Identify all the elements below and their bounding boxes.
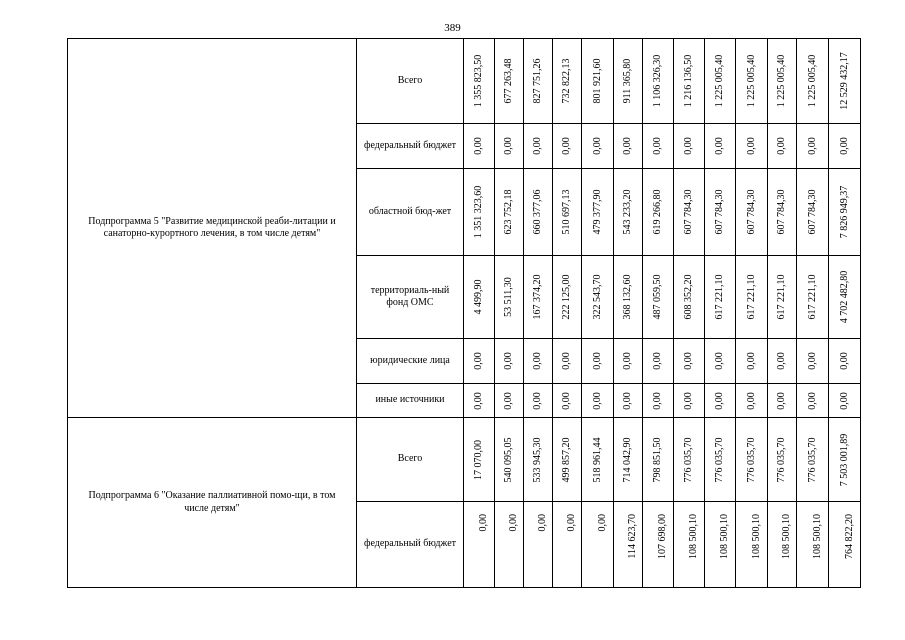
amount-cell xyxy=(829,256,861,339)
funding-source-label: областной бюд-жет xyxy=(357,169,464,256)
amount-value: 0,00 xyxy=(561,391,572,410)
amount-value: 608 352,20 xyxy=(683,274,694,320)
amount-cell xyxy=(464,339,495,384)
amount-value: 0,00 xyxy=(591,137,603,155)
amount-value: 798 851,50 xyxy=(652,437,663,482)
amount-value: 222 125,00 xyxy=(561,274,572,320)
amount-value: 4 702 482,80 xyxy=(838,270,850,324)
amount-value: 0,00 xyxy=(776,352,787,370)
amount-value: 617 221,10 xyxy=(806,274,818,320)
amount-value: 619 266,80 xyxy=(652,189,663,235)
amount-value: 714 042,90 xyxy=(622,437,633,482)
amount-value: 764 822,20 xyxy=(843,514,855,559)
amount-cell xyxy=(674,124,705,169)
amount-value: 499 857,20 xyxy=(561,437,572,482)
amount-value: 0,00 xyxy=(652,352,663,370)
amount-cell xyxy=(705,384,736,418)
amount-cell xyxy=(643,124,674,169)
amount-cell xyxy=(705,418,736,502)
amount-cell xyxy=(829,124,861,169)
amount-cell xyxy=(768,256,797,339)
amount-value: 0,00 xyxy=(566,514,577,532)
amount-value: 0,00 xyxy=(806,137,818,155)
amount-cell xyxy=(768,39,797,124)
amount-cell xyxy=(614,418,643,502)
amount-cell xyxy=(829,339,861,384)
funding-source-label: территориаль-ный фонд ОМС xyxy=(357,256,464,339)
amount-value: 0,00 xyxy=(561,352,572,370)
amount-value: 0,00 xyxy=(473,352,484,370)
amount-cell xyxy=(674,169,705,256)
amount-cell xyxy=(464,169,495,256)
amount-cell xyxy=(464,124,495,169)
amount-cell xyxy=(643,418,674,502)
amount-cell xyxy=(582,39,614,124)
amount-value: 0,00 xyxy=(622,391,633,410)
amount-cell xyxy=(674,502,705,588)
amount-value: 607 784,30 xyxy=(714,189,725,235)
amount-cell xyxy=(829,169,861,256)
amount-cell xyxy=(674,339,705,384)
amount-cell xyxy=(736,169,768,256)
amount-value: 0,00 xyxy=(683,137,694,155)
amount-cell xyxy=(705,39,736,124)
funding-source-label: Всего xyxy=(357,418,464,502)
amount-cell xyxy=(524,339,553,384)
amount-cell xyxy=(495,339,524,384)
amount-value: 510 697,13 xyxy=(561,189,572,235)
amount-value: 0,00 xyxy=(622,352,633,370)
amount-cell xyxy=(705,502,736,588)
amount-value: 0,00 xyxy=(591,352,603,370)
amount-value: 617 221,10 xyxy=(776,274,787,320)
amount-cell xyxy=(464,256,495,339)
amount-cell xyxy=(553,339,582,384)
amount-cell xyxy=(614,339,643,384)
amount-value: 518 961,44 xyxy=(591,437,603,482)
funding-source-label: федеральный бюджет xyxy=(357,124,464,169)
amount-value: 1 225 005,40 xyxy=(714,54,725,108)
amount-cell xyxy=(643,339,674,384)
funding-table xyxy=(67,38,861,588)
amount-cell xyxy=(829,418,861,502)
amount-value: 0,00 xyxy=(776,137,787,155)
amount-value: 0,00 xyxy=(714,352,725,370)
amount-cell xyxy=(582,339,614,384)
amount-value: 540 095,05 xyxy=(503,437,514,482)
amount-value: 0,00 xyxy=(591,391,603,410)
amount-value: 776 035,70 xyxy=(683,437,694,482)
amount-value: 12 529 432,17 xyxy=(838,52,850,110)
amount-cell xyxy=(674,256,705,339)
amount-cell xyxy=(553,256,582,339)
amount-value: 0,00 xyxy=(652,137,663,155)
amount-value: 0,00 xyxy=(473,391,484,410)
amount-cell xyxy=(829,39,861,124)
amount-value: 0,00 xyxy=(652,391,663,410)
amount-cell xyxy=(797,169,829,256)
amount-cell xyxy=(768,418,797,502)
amount-value: 0,00 xyxy=(683,391,694,410)
amount-value: 660 377,06 xyxy=(532,189,543,235)
amount-value: 108 500,10 xyxy=(750,514,762,559)
amount-cell xyxy=(674,418,705,502)
amount-value: 1 216 136,50 xyxy=(683,54,694,108)
amount-value: 677 263,48 xyxy=(503,58,514,104)
amount-value: 1 351 323,60 xyxy=(473,185,484,239)
amount-value: 0,00 xyxy=(838,137,850,155)
amount-value: 732 822,13 xyxy=(561,58,572,104)
amount-value: 0,00 xyxy=(503,137,514,155)
amount-value: 0,00 xyxy=(503,391,514,410)
amount-value: 623 752,18 xyxy=(503,189,514,235)
amount-value: 0,00 xyxy=(838,391,850,410)
amount-value: 533 945,30 xyxy=(532,437,543,482)
amount-value: 4 499,90 xyxy=(473,279,484,315)
amount-value: 0,00 xyxy=(745,137,757,155)
amount-cell xyxy=(524,384,553,418)
amount-cell xyxy=(524,418,553,502)
amount-cell xyxy=(643,169,674,256)
amount-cell xyxy=(495,502,524,588)
amount-cell xyxy=(553,169,582,256)
amount-value: 53 511,30 xyxy=(503,277,514,317)
amount-value: 607 784,30 xyxy=(776,189,787,235)
page-number: 389 xyxy=(444,22,461,34)
amount-cell xyxy=(643,39,674,124)
amount-cell xyxy=(495,384,524,418)
funding-source-label: иные источники xyxy=(357,384,464,418)
amount-value: 7 826 949,37 xyxy=(838,185,850,239)
amount-value: 1 225 005,40 xyxy=(806,54,818,108)
amount-value: 487 059,50 xyxy=(652,274,663,320)
amount-cell xyxy=(736,418,768,502)
amount-value: 827 751,26 xyxy=(532,58,543,104)
amount-cell xyxy=(582,418,614,502)
amount-cell xyxy=(464,418,495,502)
amount-value: 776 035,70 xyxy=(745,437,757,482)
amount-cell xyxy=(829,502,861,588)
amount-value: 776 035,70 xyxy=(714,437,725,482)
amount-value: 617 221,10 xyxy=(714,274,725,320)
amount-cell xyxy=(553,502,582,588)
amount-cell xyxy=(524,502,553,588)
amount-cell xyxy=(495,39,524,124)
amount-cell xyxy=(524,124,553,169)
amount-value: 776 035,70 xyxy=(776,437,787,482)
amount-value: 0,00 xyxy=(622,137,633,155)
amount-cell xyxy=(643,256,674,339)
amount-value: 0,00 xyxy=(683,352,694,370)
amount-value: 108 500,10 xyxy=(719,514,730,559)
amount-cell xyxy=(524,169,553,256)
amount-value: 776 035,70 xyxy=(806,437,818,482)
amount-cell xyxy=(553,418,582,502)
amount-cell xyxy=(797,39,829,124)
amount-cell xyxy=(582,502,614,588)
amount-cell xyxy=(797,339,829,384)
amount-value: 1 225 005,40 xyxy=(745,54,757,108)
amount-value: 0,00 xyxy=(776,391,787,410)
amount-value: 368 132,60 xyxy=(622,274,633,320)
amount-value: 0,00 xyxy=(806,352,818,370)
amount-value: 0,00 xyxy=(714,391,725,410)
amount-cell xyxy=(797,502,829,588)
amount-value: 607 784,30 xyxy=(683,189,694,235)
amount-cell xyxy=(705,256,736,339)
amount-value: 17 070,00 xyxy=(473,439,484,480)
amount-value: 108 500,10 xyxy=(781,514,792,559)
amount-value: 107 698,00 xyxy=(657,514,668,559)
amount-cell xyxy=(524,39,553,124)
amount-cell xyxy=(582,384,614,418)
amount-cell xyxy=(553,124,582,169)
amount-cell xyxy=(736,339,768,384)
table-row xyxy=(68,418,861,502)
amount-value: 617 221,10 xyxy=(745,274,757,320)
amount-cell xyxy=(495,256,524,339)
amount-cell xyxy=(464,502,495,588)
funding-source-label: Всего xyxy=(357,39,464,124)
amount-cell xyxy=(797,124,829,169)
amount-cell xyxy=(495,124,524,169)
amount-cell xyxy=(582,256,614,339)
amount-value: 0,00 xyxy=(561,137,572,155)
amount-cell xyxy=(553,39,582,124)
amount-cell xyxy=(614,384,643,418)
amount-value: 0,00 xyxy=(745,352,757,370)
amount-value: 911 365,80 xyxy=(622,58,633,104)
amount-cell xyxy=(797,418,829,502)
amount-cell xyxy=(614,39,643,124)
funding-source-label: федеральный бюджет xyxy=(357,502,464,588)
amount-cell xyxy=(768,502,797,588)
amount-cell xyxy=(582,169,614,256)
amount-value: 479 377,90 xyxy=(591,189,603,235)
amount-cell xyxy=(768,124,797,169)
amount-value: 1 106 326,30 xyxy=(652,54,663,108)
amount-value: 0,00 xyxy=(508,514,519,532)
amount-value: 322 543,70 xyxy=(591,274,603,320)
amount-cell xyxy=(643,384,674,418)
amount-cell xyxy=(705,169,736,256)
amount-value: 543 233,20 xyxy=(622,189,633,235)
amount-cell xyxy=(495,169,524,256)
amount-cell xyxy=(614,256,643,339)
amount-cell xyxy=(736,39,768,124)
amount-cell xyxy=(553,384,582,418)
amount-cell xyxy=(495,418,524,502)
amount-value: 167 374,20 xyxy=(532,274,543,320)
amount-cell xyxy=(829,384,861,418)
amount-value: 0,00 xyxy=(537,514,548,532)
amount-value: 0,00 xyxy=(806,391,818,410)
amount-value: 801 921,60 xyxy=(591,58,603,104)
amount-cell xyxy=(705,339,736,384)
amount-value: 0,00 xyxy=(596,514,608,532)
amount-cell xyxy=(614,124,643,169)
subprogram-title: Подпрограмма 5 "Развитие медицинской реаби-литации и санаторно-курортного лечения, в том числе детям" xyxy=(68,39,357,418)
amount-value: 108 500,10 xyxy=(811,514,823,559)
amount-value: 1 225 005,40 xyxy=(776,54,787,108)
amount-value: 0,00 xyxy=(503,352,514,370)
amount-value: 0,00 xyxy=(532,352,543,370)
amount-cell xyxy=(614,169,643,256)
amount-value: 0,00 xyxy=(478,514,489,532)
amount-cell xyxy=(464,384,495,418)
amount-cell xyxy=(464,39,495,124)
amount-cell xyxy=(643,502,674,588)
amount-value: 0,00 xyxy=(745,391,757,410)
amount-cell xyxy=(674,39,705,124)
amount-cell xyxy=(524,256,553,339)
amount-value: 1 355 823,50 xyxy=(473,54,484,108)
amount-cell xyxy=(582,124,614,169)
amount-value: 607 784,30 xyxy=(745,189,757,235)
amount-cell xyxy=(768,339,797,384)
funding-source-label: юридические лица xyxy=(357,339,464,384)
amount-cell xyxy=(736,124,768,169)
amount-cell xyxy=(736,384,768,418)
amount-value: 0,00 xyxy=(838,352,850,370)
amount-cell xyxy=(768,169,797,256)
amount-value: 114 623,70 xyxy=(627,514,638,559)
amount-cell xyxy=(736,502,768,588)
amount-cell xyxy=(614,502,643,588)
amount-cell xyxy=(797,384,829,418)
amount-cell xyxy=(797,256,829,339)
amount-value: 0,00 xyxy=(714,137,725,155)
amount-cell xyxy=(674,384,705,418)
amount-value: 0,00 xyxy=(532,391,543,410)
amount-value: 0,00 xyxy=(532,137,543,155)
table-row xyxy=(68,39,861,124)
amount-value: 607 784,30 xyxy=(806,189,818,235)
amount-cell xyxy=(705,124,736,169)
amount-cell xyxy=(768,384,797,418)
amount-cell xyxy=(736,256,768,339)
amount-value: 7 503 001,89 xyxy=(838,433,850,486)
subprogram-title: Подпрограмма 6 "Оказание паллиативной помо-щи, в том числе детям" xyxy=(68,418,357,588)
amount-value: 0,00 xyxy=(473,137,484,155)
amount-value: 108 500,10 xyxy=(688,514,699,559)
